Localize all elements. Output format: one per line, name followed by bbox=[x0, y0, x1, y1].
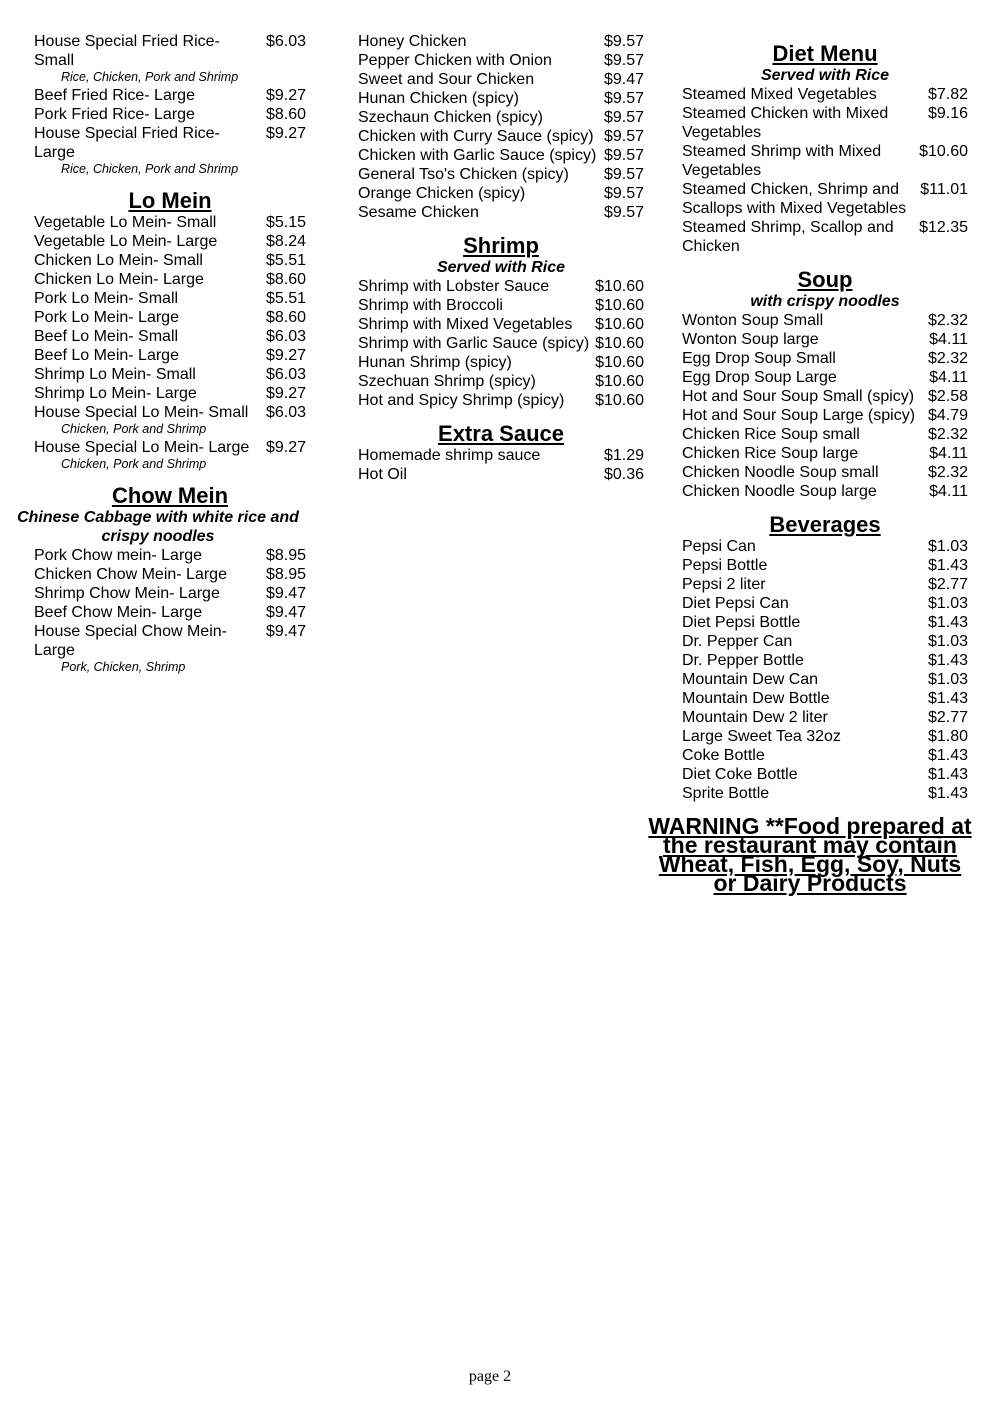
menu-item bbox=[682, 746, 968, 765]
menu-item bbox=[358, 146, 644, 165]
menu-item bbox=[34, 438, 306, 457]
item-name: Mountain Dew 2 liter bbox=[682, 709, 828, 726]
menu-item bbox=[682, 784, 968, 803]
item-name: Homemade shrimp sauce bbox=[358, 447, 541, 464]
menu-item bbox=[358, 315, 644, 334]
item-note: Rice, Chicken, Pork and Shrimp bbox=[61, 70, 239, 84]
diet-menu-section bbox=[682, 42, 968, 256]
item-name: Pepper Chicken with Onion bbox=[358, 52, 552, 69]
item-price: $9.57 bbox=[603, 109, 644, 126]
item-name: Mountain Dew Can bbox=[682, 671, 819, 688]
item-name: Shrimp with Lobster Sauce bbox=[358, 278, 550, 295]
menu-item bbox=[358, 51, 644, 70]
section-title: Soup bbox=[797, 267, 853, 292]
item-name: Shrimp with Mixed Vegetables bbox=[358, 316, 573, 333]
fried-rice-list bbox=[34, 32, 306, 177]
page-number: page 2 bbox=[468, 1368, 512, 1385]
item-price: $9.57 bbox=[603, 166, 644, 183]
menu-item bbox=[682, 556, 968, 575]
menu-item bbox=[358, 465, 644, 484]
item-price: $1.43 bbox=[927, 766, 968, 783]
menu-item bbox=[34, 124, 306, 162]
item-price: $5.51 bbox=[265, 252, 306, 269]
item-price: $1.03 bbox=[927, 595, 968, 612]
item-note: Chicken, Pork and Shrimp bbox=[61, 422, 207, 436]
item-price: $10.60 bbox=[595, 278, 644, 295]
menu-item bbox=[34, 105, 306, 124]
menu-item bbox=[358, 108, 644, 127]
menu-item bbox=[682, 330, 968, 349]
section-title: Beverages bbox=[769, 512, 881, 537]
soup-section bbox=[682, 268, 968, 501]
section-subtitle: Served with Rice bbox=[436, 259, 566, 276]
item-name: Beef Lo Mein- Small bbox=[34, 328, 179, 345]
item-price: $9.27 bbox=[265, 385, 306, 402]
menu-item bbox=[34, 346, 306, 365]
item-name: Large Sweet Tea 32oz bbox=[682, 728, 841, 745]
item-price: $7.82 bbox=[927, 86, 968, 103]
item-name: Chicken with Curry Sauce (spicy) bbox=[358, 128, 594, 145]
item-name: Sprite Bottle bbox=[682, 785, 770, 802]
item-name: Chicken Chow Mein- Large bbox=[34, 566, 227, 583]
item-price: $10.60 bbox=[595, 316, 644, 333]
menu-item bbox=[682, 142, 968, 180]
menu-item bbox=[358, 203, 644, 222]
item-price: $9.57 bbox=[603, 204, 644, 221]
item-price: $9.27 bbox=[265, 439, 306, 456]
item-name: House Special Lo Mein- Small bbox=[34, 404, 249, 421]
menu-item bbox=[34, 365, 306, 384]
menu-item bbox=[682, 218, 968, 256]
item-price: $2.32 bbox=[927, 312, 968, 329]
item-name: Chicken Noodle Soup large bbox=[682, 483, 877, 500]
item-price: $10.60 bbox=[595, 297, 644, 314]
menu-item bbox=[358, 277, 644, 296]
item-name: Hot and Sour Soup Small (spicy) bbox=[682, 388, 915, 405]
item-name: Coke Bottle bbox=[682, 747, 765, 764]
item-name: Pork Lo Mein- Large bbox=[34, 309, 179, 326]
item-name: Diet Coke Bottle bbox=[682, 766, 798, 783]
item-name: Pepsi Can bbox=[682, 538, 756, 555]
item-price: $4.11 bbox=[929, 369, 968, 386]
menu-item bbox=[34, 251, 306, 270]
item-name: Szechaun Chicken (spicy) bbox=[358, 109, 543, 126]
menu-item bbox=[34, 403, 306, 422]
menu-item bbox=[34, 289, 306, 308]
item-name: Shrimp with Garlic Sauce (spicy) bbox=[358, 335, 590, 352]
section-subtitle: Chinese Cabbage with white rice and crispy noodles bbox=[17, 509, 299, 545]
item-name: Chicken Lo Mein- Large bbox=[34, 271, 204, 288]
item-name: Chicken Lo Mein- Small bbox=[34, 252, 203, 269]
menu-column-2 bbox=[358, 32, 644, 484]
item-note: Pork, Chicken, Shrimp bbox=[61, 660, 186, 674]
item-price: $2.32 bbox=[927, 426, 968, 443]
menu-item bbox=[682, 387, 968, 406]
item-name: Dr. Pepper Bottle bbox=[682, 652, 804, 669]
item-name: Dr. Pepper Can bbox=[682, 633, 793, 650]
item-price: $4.11 bbox=[929, 331, 968, 348]
item-price: $9.16 bbox=[927, 105, 968, 122]
item-price: $9.27 bbox=[265, 87, 306, 104]
extra-sauce-section bbox=[358, 422, 644, 484]
item-name: Hot Oil bbox=[358, 466, 407, 483]
item-price: $8.60 bbox=[265, 309, 306, 326]
menu-item bbox=[682, 765, 968, 784]
menu-item bbox=[682, 632, 968, 651]
item-price: $4.79 bbox=[927, 407, 968, 424]
chicken-list bbox=[358, 32, 644, 222]
item-price: $8.60 bbox=[265, 106, 306, 123]
item-name: House Special Fried Rice- Large bbox=[34, 125, 220, 161]
item-price: $2.58 bbox=[927, 388, 968, 405]
item-name: Pork Chow mein- Large bbox=[34, 547, 203, 564]
item-price: $5.15 bbox=[265, 214, 306, 231]
item-name: House Special Lo Mein- Large bbox=[34, 439, 250, 456]
item-note: Chicken, Pork and Shrimp bbox=[61, 457, 207, 471]
item-name: Wonton Soup large bbox=[682, 331, 819, 348]
menu-item bbox=[358, 127, 644, 146]
item-price: $8.60 bbox=[265, 271, 306, 288]
item-name: Vegetable Lo Mein- Small bbox=[34, 214, 217, 231]
item-price: $1.03 bbox=[927, 538, 968, 555]
menu-item bbox=[682, 575, 968, 594]
item-price: $10.60 bbox=[595, 392, 644, 409]
item-name: Steamed Shrimp, Scallop and Chicken bbox=[682, 219, 894, 255]
item-price: $1.43 bbox=[927, 690, 968, 707]
item-name: House Special Fried Rice- Small bbox=[34, 33, 220, 69]
item-price: $6.03 bbox=[265, 328, 306, 345]
menu-item bbox=[682, 670, 968, 689]
item-price: $9.47 bbox=[265, 585, 306, 602]
item-name: Chicken Noodle Soup small bbox=[682, 464, 879, 481]
item-price: $9.57 bbox=[603, 33, 644, 50]
menu-column-3 bbox=[648, 32, 972, 896]
item-price: $9.57 bbox=[603, 90, 644, 107]
item-price: $11.01 bbox=[920, 181, 968, 198]
item-name: Chicken Rice Soup small bbox=[682, 426, 860, 443]
item-name: Honey Chicken bbox=[358, 33, 467, 50]
item-name: Steamed Chicken with Mixed Vegetables bbox=[682, 105, 889, 141]
item-price: $9.27 bbox=[265, 347, 306, 364]
menu-item bbox=[358, 165, 644, 184]
item-name: Steamed Chicken, Shrimp and Scallops with Mixed Vegetables bbox=[682, 181, 907, 217]
item-name: Beef Lo Mein- Large bbox=[34, 347, 179, 364]
menu-item bbox=[358, 32, 644, 51]
menu-item bbox=[34, 546, 306, 565]
menu-item bbox=[682, 406, 968, 425]
item-price: $2.77 bbox=[927, 576, 968, 593]
item-price: $9.57 bbox=[603, 128, 644, 145]
section-subtitle: Served with Rice bbox=[760, 67, 890, 84]
item-price: $2.32 bbox=[927, 464, 968, 481]
item-name: Pepsi Bottle bbox=[682, 557, 768, 574]
menu-item bbox=[682, 463, 968, 482]
item-price: $8.95 bbox=[265, 547, 306, 564]
menu-item bbox=[682, 104, 968, 142]
item-name: Pepsi 2 liter bbox=[682, 576, 766, 593]
menu-item bbox=[34, 308, 306, 327]
menu-item bbox=[682, 180, 968, 218]
item-name: Orange Chicken (spicy) bbox=[358, 185, 526, 202]
section-title: Extra Sauce bbox=[438, 421, 564, 446]
item-name: Shrimp with Broccoli bbox=[358, 297, 503, 314]
item-price: $6.03 bbox=[265, 33, 306, 50]
item-name: Pork Fried Rice- Large bbox=[34, 106, 195, 123]
item-price: $9.47 bbox=[603, 71, 644, 88]
item-price: $1.43 bbox=[927, 557, 968, 574]
menu-item bbox=[34, 622, 306, 660]
item-name: Shrimp Chow Mein- Large bbox=[34, 585, 220, 602]
item-name: Egg Drop Soup Small bbox=[682, 350, 836, 367]
item-price: $9.47 bbox=[265, 604, 306, 621]
item-price: $1.43 bbox=[927, 652, 968, 669]
menu-item bbox=[358, 184, 644, 203]
shrimp-section bbox=[358, 234, 644, 410]
menu-item bbox=[682, 349, 968, 368]
menu-item bbox=[34, 384, 306, 403]
item-price: $9.47 bbox=[265, 623, 306, 640]
item-price: $1.43 bbox=[927, 747, 968, 764]
allergen-warning: WARNING **Food prepared at the restaurant may contain Wheat, Fish, Egg, Soy, Nuts or Dairy Products bbox=[648, 813, 972, 896]
item-price: $1.43 bbox=[927, 785, 968, 802]
item-price: $4.11 bbox=[929, 445, 968, 462]
menu-item bbox=[358, 372, 644, 391]
menu-item bbox=[358, 446, 644, 465]
item-price: $9.57 bbox=[603, 52, 644, 69]
menu-item bbox=[358, 353, 644, 372]
item-name: Chicken Rice Soup large bbox=[682, 445, 859, 462]
menu-item bbox=[34, 584, 306, 603]
item-name: Hot and Spicy Shrimp (spicy) bbox=[358, 392, 565, 409]
item-name: Beef Chow Mein- Large bbox=[34, 604, 203, 621]
item-price: $8.95 bbox=[265, 566, 306, 583]
item-price: $9.57 bbox=[603, 147, 644, 164]
item-name: Sweet and Sour Chicken bbox=[358, 71, 535, 88]
item-name: Beef Fried Rice- Large bbox=[34, 87, 195, 104]
item-price: $9.27 bbox=[265, 125, 306, 142]
menu-item bbox=[682, 368, 968, 387]
item-name: Wonton Soup Small bbox=[682, 312, 824, 329]
menu-item bbox=[358, 89, 644, 108]
menu-item bbox=[682, 444, 968, 463]
item-price: $1.29 bbox=[603, 447, 644, 464]
item-note: Rice, Chicken, Pork and Shrimp bbox=[61, 162, 239, 176]
menu-item bbox=[682, 425, 968, 444]
item-price: $10.60 bbox=[919, 143, 968, 160]
menu-item bbox=[682, 613, 968, 632]
item-name: Hunan Shrimp (spicy) bbox=[358, 354, 512, 371]
item-name: Hot and Sour Soup Large (spicy) bbox=[682, 407, 916, 424]
item-price: $1.43 bbox=[927, 614, 968, 631]
item-price: $2.77 bbox=[927, 709, 968, 726]
item-name: Mountain Dew Bottle bbox=[682, 690, 830, 707]
menu-item bbox=[682, 651, 968, 670]
section-title: Chow Mein bbox=[111, 483, 229, 508]
menu-item bbox=[34, 32, 306, 70]
menu-item bbox=[682, 708, 968, 727]
item-price: $9.57 bbox=[603, 185, 644, 202]
menu-item bbox=[34, 603, 306, 622]
lo-mein-section bbox=[34, 189, 306, 472]
item-price: $1.80 bbox=[927, 728, 968, 745]
menu-item bbox=[358, 70, 644, 89]
item-price: $5.51 bbox=[265, 290, 306, 307]
item-name: Hunan Chicken (spicy) bbox=[358, 90, 519, 107]
item-price: $2.32 bbox=[927, 350, 968, 367]
item-price: $6.03 bbox=[265, 404, 306, 421]
menu-item bbox=[682, 311, 968, 330]
menu-item bbox=[34, 213, 306, 232]
item-name: Diet Pepsi Bottle bbox=[682, 614, 801, 631]
section-title: Shrimp bbox=[463, 233, 539, 258]
section-title: Diet Menu bbox=[772, 41, 878, 66]
item-name: Shrimp Lo Mein- Small bbox=[34, 366, 196, 383]
menu-item bbox=[682, 594, 968, 613]
menu-item bbox=[358, 334, 644, 353]
section-subtitle: with crispy noodles bbox=[750, 293, 900, 310]
item-price: $12.35 bbox=[919, 219, 968, 236]
item-price: $8.24 bbox=[265, 233, 306, 250]
beverages-section bbox=[682, 513, 968, 803]
item-name: Sesame Chicken bbox=[358, 204, 479, 221]
menu-item bbox=[682, 727, 968, 746]
item-name: House Special Chow Mein- Large bbox=[34, 623, 227, 659]
menu-item bbox=[34, 86, 306, 105]
menu-item bbox=[358, 391, 644, 410]
item-price: $10.60 bbox=[595, 354, 644, 371]
item-price: $4.11 bbox=[929, 483, 968, 500]
menu-column-1 bbox=[17, 32, 306, 676]
item-price: $0.36 bbox=[603, 466, 644, 483]
menu-item bbox=[682, 537, 968, 556]
item-name: Steamed Shrimp with Mixed Vegetables bbox=[682, 143, 882, 179]
item-price: $6.03 bbox=[265, 366, 306, 383]
item-name: Pork Lo Mein- Small bbox=[34, 290, 179, 307]
chow-mein-section bbox=[17, 483, 306, 675]
item-price: $1.03 bbox=[927, 671, 968, 688]
item-price: $1.03 bbox=[927, 633, 968, 650]
menu-item bbox=[682, 689, 968, 708]
item-name: Shrimp Lo Mein- Large bbox=[34, 385, 197, 402]
menu-item bbox=[34, 565, 306, 584]
item-name: General Tso's Chicken (spicy) bbox=[358, 166, 569, 183]
menu-item bbox=[34, 232, 306, 251]
menu-item bbox=[682, 482, 968, 501]
item-name: Diet Pepsi Can bbox=[682, 595, 789, 612]
item-name: Chicken with Garlic Sauce (spicy) bbox=[358, 147, 597, 164]
item-name: Egg Drop Soup Large bbox=[682, 369, 837, 386]
section-title: Lo Mein bbox=[128, 188, 212, 213]
menu-item bbox=[34, 270, 306, 289]
item-name: Szechuan Shrimp (spicy) bbox=[358, 373, 536, 390]
item-name: Steamed Mixed Vegetables bbox=[682, 86, 877, 103]
item-price: $10.60 bbox=[595, 335, 644, 352]
item-name: Vegetable Lo Mein- Large bbox=[34, 233, 218, 250]
item-price: $10.60 bbox=[595, 373, 644, 390]
menu-item bbox=[682, 85, 968, 104]
menu-item bbox=[358, 296, 644, 315]
menu-item bbox=[34, 327, 306, 346]
